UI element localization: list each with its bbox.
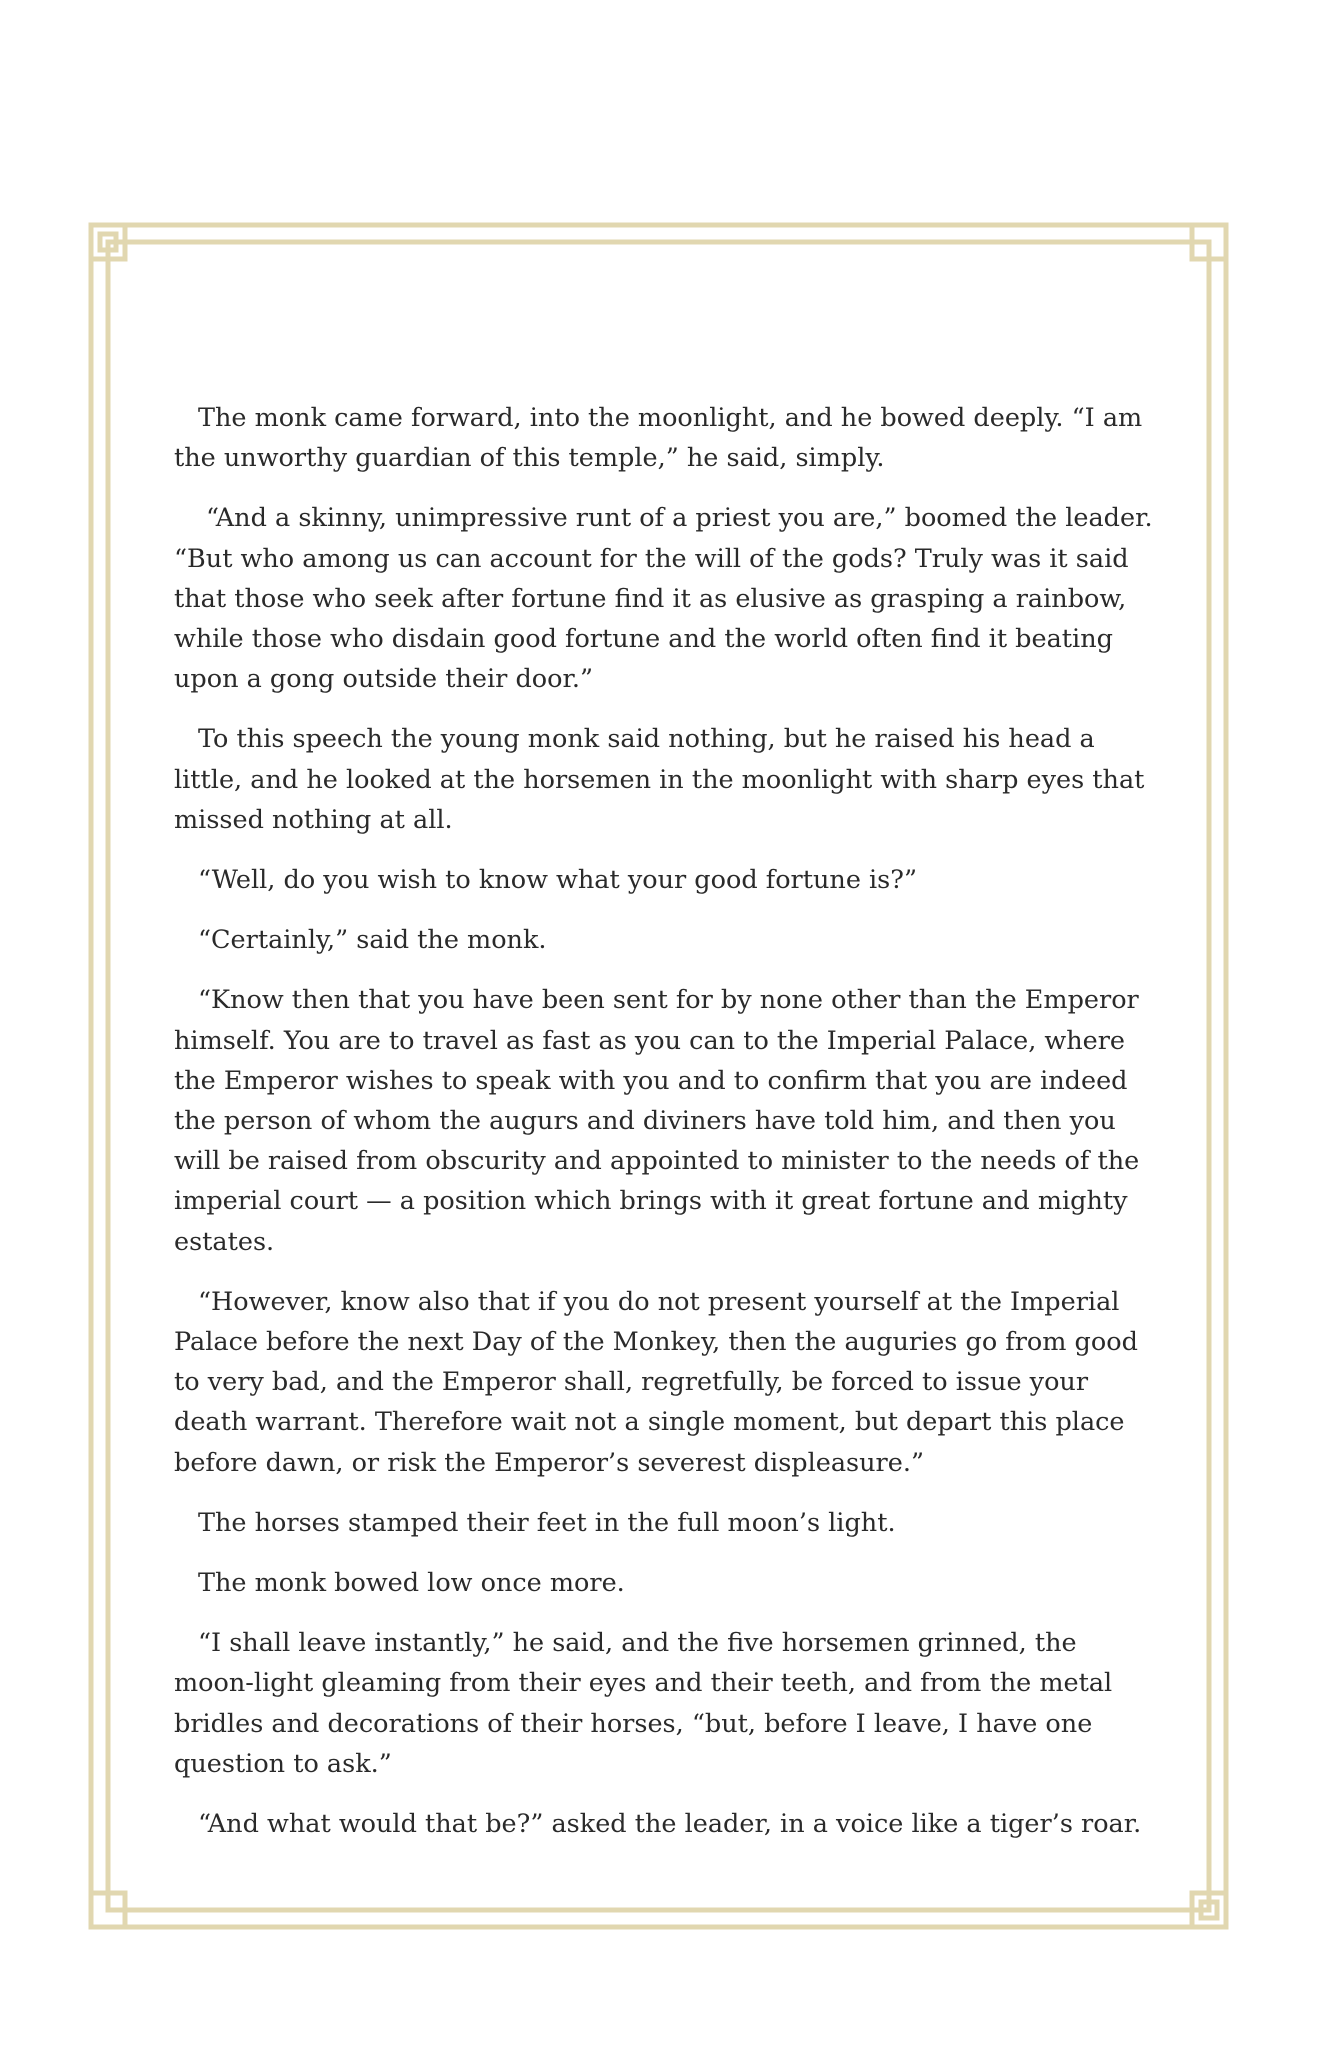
- paragraph-4: “Well, do you wish to know what your good fortune is?”: [198, 865, 917, 896]
- paragraph-10: “I shall leave instantly,” he said, and the five horsemen grinned, the moon-light gleaming from their eyes and their teeth, and from the metal bridles and decorations of their horses, “but, before I leave, I have one question to ask.”: [174, 1628, 1113, 1779]
- paragraph-1: The monk came forward, into the moonlight, and he bowed deeply. “I am the unworthy guardian of this temple,” he said, simply.: [174, 403, 1143, 474]
- paragraph-3: To this speech the young monk said nothing, but he raised his head a little, and he looked at the horsemen in the moonlight with sharp eyes that missed nothing at all.: [174, 724, 1145, 835]
- paragraph-8: The horses stamped their feet in the full moon’s light.: [198, 1507, 896, 1538]
- paragraph-5: “Certainly,” said the monk.: [198, 925, 547, 956]
- story-text: [174, 398, 1164, 1864]
- paragraph-2: “And a skinny, unimpressive runt of a priest you are,” boomed the leader. “But who among us can account for the will of the gods? Truly was it said that those who seek after fortune find it as elusive as grasping a rainbow, while those who disdain good fortune and the world often find it beating upon a gong outside their door.”: [174, 503, 1153, 695]
- paragraph-7: “However, know also that if you do not present yourself at the Imperial Palace before the next Day of the Monkey, then the auguries go from good to very bad, and the Emperor shall, regretfully, be forced to issue your death warrant. Therefore wait not a single moment, but depart this place before dawn, or risk the Emperor’s severest displeasure.”: [174, 1286, 1138, 1478]
- paragraph-9: The monk bowed low once more.: [198, 1568, 625, 1599]
- paragraph-11: “And what would that be?” asked the leader, in a voice like a tiger’s roar.: [198, 1809, 1142, 1840]
- paragraph-6: “Know then that you have been sent for by none other than the Emperor himself. You are to travel as fast as you can to the Imperial Palace, where the Emperor wishes to speak with you and to confirm that you are indeed the person of whom the augurs and diviners have told him, and then you will be raised from obscurity and appointed to minister to the needs of the imperial court — a position which brings with it great fortune and mighty estates.: [174, 985, 1140, 1257]
